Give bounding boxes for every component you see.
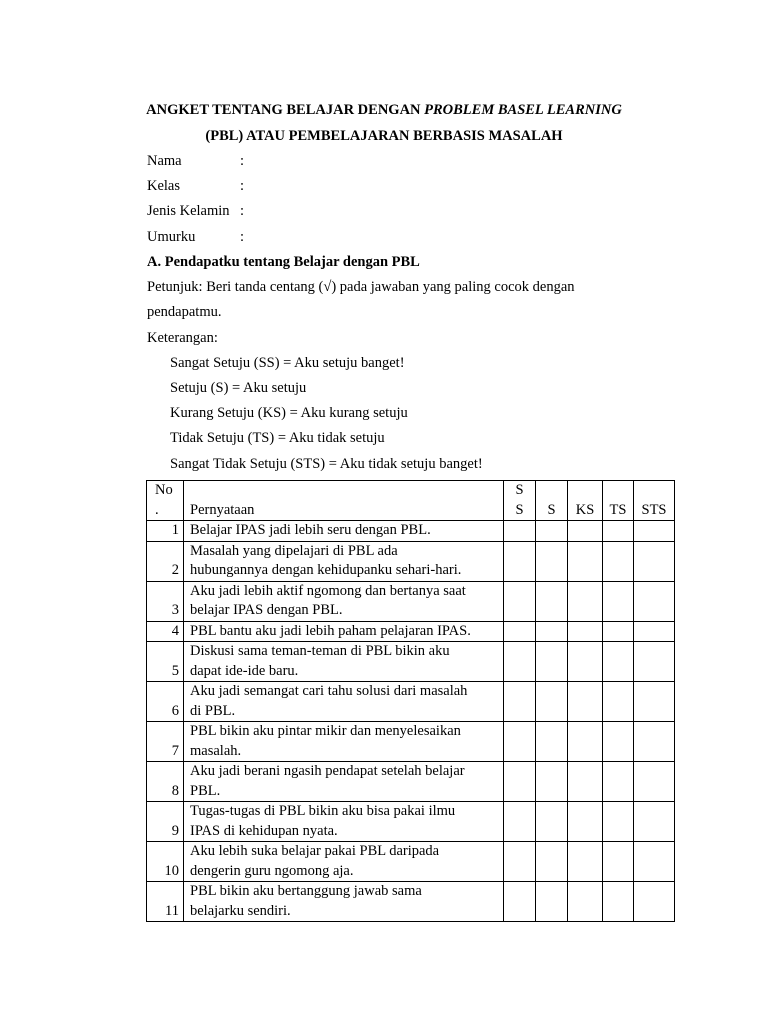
header-ks: KS (568, 481, 603, 521)
field-umurku (147, 229, 244, 246)
field-label: Jenis Kelamin (147, 203, 230, 219)
header-s: S (536, 481, 568, 521)
row-number: 7 (147, 722, 184, 762)
statement-line: Aku jadi lebih aktif ngomong dan bertanya saat (190, 582, 466, 599)
answer-cell-ss[interactable] (504, 882, 536, 922)
row-statement (184, 762, 504, 802)
statement-line: di PBL. (190, 702, 236, 719)
answer-cell-s[interactable] (536, 541, 568, 581)
answer-cell-ss[interactable] (504, 722, 536, 762)
legend-sts: Sangat Tidak Setuju (STS) = Aku tidak setuju banget! (170, 456, 483, 472)
answer-cell-ts[interactable] (603, 762, 634, 802)
answer-cell-ts[interactable] (603, 541, 634, 581)
row-number: 3 (147, 581, 184, 621)
row-number: 11 (147, 882, 184, 922)
field-nama (147, 153, 244, 170)
answer-cell-sts[interactable] (634, 521, 675, 542)
header-statement: Pernyataan (184, 481, 504, 521)
statement-line: Aku jadi semangat cari tahu solusi dari masalah (190, 683, 468, 699)
answer-cell-sts[interactable] (634, 842, 675, 882)
row-statement (184, 621, 504, 642)
answer-cell-sts[interactable] (634, 642, 675, 682)
field-label: Kelas (147, 178, 181, 194)
answer-cell-sts[interactable] (634, 802, 675, 842)
answer-cell-ss[interactable] (504, 521, 536, 542)
answer-cell-s[interactable] (536, 802, 568, 842)
answer-cell-ss[interactable] (504, 541, 536, 581)
row-statement (184, 842, 504, 882)
answer-cell-ks[interactable] (568, 842, 603, 882)
answer-cell-s[interactable] (536, 642, 568, 682)
answer-cell-sts[interactable] (634, 882, 675, 922)
row-number: 10 (147, 842, 184, 882)
answer-cell-sts[interactable] (634, 682, 675, 722)
answer-cell-ss[interactable] (504, 802, 536, 842)
statement-line: Tugas-tugas di PBL bikin aku bisa pakai ilmu (190, 803, 456, 819)
answer-cell-ts[interactable] (603, 642, 634, 682)
answer-cell-s[interactable] (536, 581, 568, 621)
table-body (147, 521, 675, 922)
row-statement (184, 882, 504, 922)
answer-cell-ts[interactable] (603, 802, 634, 842)
answer-cell-ss[interactable] (504, 762, 536, 802)
header-ss (504, 481, 536, 521)
answer-cell-ts[interactable] (603, 581, 634, 621)
section-heading: A. Pendapatku tentang Belajar dengan PBL (147, 254, 420, 270)
answer-cell-ss[interactable] (504, 581, 536, 621)
field-colon: : (240, 203, 245, 219)
statement-line: IPAS di kehidupan nyata. (190, 822, 338, 839)
field-label: Umurku (147, 229, 196, 245)
header-ss-bottom: S (515, 501, 524, 518)
row-number: 4 (147, 621, 184, 642)
statement-line: Aku lebih suka belajar pakai PBL daripada (190, 843, 440, 859)
row-statement (184, 521, 504, 542)
table-row (147, 621, 675, 642)
field-colon: : (240, 178, 245, 194)
header-ts: TS (603, 481, 634, 521)
answer-cell-ts[interactable] (603, 722, 634, 762)
statement-line: Belajar IPAS jadi lebih seru dengan PBL. (190, 522, 431, 538)
row-number: 5 (147, 642, 184, 682)
row-number: 6 (147, 682, 184, 722)
row-statement (184, 722, 504, 762)
answer-cell-sts[interactable] (634, 541, 675, 581)
row-statement (184, 581, 504, 621)
answer-cell-ks[interactable] (568, 541, 603, 581)
statement-line: masalah. (190, 742, 242, 759)
legend-heading: Keterangan: (147, 330, 218, 346)
answer-cell-sts[interactable] (634, 581, 675, 621)
row-number: 2 (147, 541, 184, 581)
doc-title-line1 (0, 102, 768, 119)
doc-title-line2: (PBL) ATAU PEMBELAJARAN BERBASIS MASALAH (205, 128, 563, 144)
statement-line: hubungannya dengan kehidupanku sehari-hari. (190, 562, 462, 578)
statement-line: dengerin guru ngomong aja. (190, 862, 354, 879)
answer-cell-s[interactable] (536, 521, 568, 542)
row-statement (184, 802, 504, 842)
answer-cell-ts[interactable] (603, 521, 634, 542)
answer-cell-ss[interactable] (504, 682, 536, 722)
legend-ts: Tidak Setuju (TS) = Aku tidak setuju (170, 430, 385, 446)
answer-cell-ks[interactable] (568, 621, 603, 642)
statement-line: belajar IPAS dengan PBL. (190, 602, 343, 618)
title-italic: PROBLEM BASEL LEARNING (424, 102, 622, 118)
header-sts: STS (634, 481, 675, 521)
answer-cell-ks[interactable] (568, 642, 603, 682)
row-number: 8 (147, 762, 184, 802)
header-ss-top: S (515, 482, 524, 498)
statement-line: PBL bikin aku bertanggung jawab sama (190, 883, 422, 899)
answer-cell-ks[interactable] (568, 581, 603, 621)
answer-cell-ss[interactable] (504, 842, 536, 882)
answer-cell-ts[interactable] (603, 882, 634, 922)
answer-cell-ks[interactable] (568, 762, 603, 802)
answer-cell-s[interactable] (536, 682, 568, 722)
header-no-bottom: . (155, 501, 159, 518)
table-row (147, 642, 675, 682)
row-number: 9 (147, 802, 184, 842)
table-row (147, 762, 675, 802)
answer-cell-ks[interactable] (568, 722, 603, 762)
answer-cell-ks[interactable] (568, 882, 603, 922)
statement-line: PBL bantu aku jadi lebih paham pelajaran IPAS. (190, 622, 471, 639)
table-row (147, 842, 675, 882)
field-label: Nama (147, 153, 182, 169)
legend-s: Setuju (S) = Aku setuju (170, 380, 307, 396)
header-no (147, 481, 184, 521)
table-row (147, 521, 675, 542)
statement-line: Masalah yang dipelajari di PBL ada (190, 542, 398, 559)
field-colon: : (240, 153, 245, 169)
statement-line: dapat ide-ide baru. (190, 662, 299, 679)
field-jenis-kelamin (147, 203, 244, 220)
questionnaire-table (146, 480, 675, 922)
answer-cell-ks[interactable] (568, 521, 603, 542)
answer-cell-s[interactable] (536, 842, 568, 882)
statement-line: Aku jadi berani ngasih pendapat setelah belajar (190, 763, 465, 779)
table-row (147, 581, 675, 621)
title-part1: ANGKET TENTANG BELAJAR DENGAN (146, 102, 425, 118)
table-row (147, 541, 675, 581)
statement-line: PBL. (190, 782, 221, 799)
answer-cell-s[interactable] (536, 762, 568, 802)
answer-cell-s[interactable] (536, 882, 568, 922)
row-statement (184, 642, 504, 682)
answer-cell-sts[interactable] (634, 762, 675, 802)
row-statement (184, 682, 504, 722)
answer-cell-ss[interactable] (504, 621, 536, 642)
statement-line: belajarku sendiri. (190, 902, 291, 919)
answer-cell-ts[interactable] (603, 682, 634, 722)
statement-line: PBL bikin aku pintar mikir dan menyelesaikan (190, 723, 461, 739)
legend-ks: Kurang Setuju (KS) = Aku kurang setuju (170, 405, 408, 421)
answer-cell-ks[interactable] (568, 802, 603, 842)
answer-cell-s[interactable] (536, 621, 568, 642)
field-kelas (147, 178, 244, 195)
row-number: 1 (147, 521, 184, 542)
table-row (147, 882, 675, 922)
answer-cell-ks[interactable] (568, 682, 603, 722)
answer-cell-ts[interactable] (603, 621, 634, 642)
answer-cell-ss[interactable] (504, 642, 536, 682)
answer-cell-sts[interactable] (634, 621, 675, 642)
instruction-line2: pendapatmu. (147, 304, 222, 320)
instruction-line1: Petunjuk: Beri tanda centang (√) pada jawaban yang paling cocok dengan (147, 279, 575, 295)
field-colon: : (240, 229, 245, 245)
statement-line: Diskusi sama teman-teman di PBL bikin aku (190, 643, 450, 659)
answer-cell-sts[interactable] (634, 722, 675, 762)
answer-cell-s[interactable] (536, 722, 568, 762)
table-row (147, 802, 675, 842)
legend-ss: Sangat Setuju (SS) = Aku setuju banget! (170, 355, 405, 371)
header-no-top: No (155, 482, 173, 498)
row-statement (184, 541, 504, 581)
table-row (147, 722, 675, 762)
table-row (147, 682, 675, 722)
table-header-row (147, 481, 675, 521)
answer-cell-ts[interactable] (603, 842, 634, 882)
